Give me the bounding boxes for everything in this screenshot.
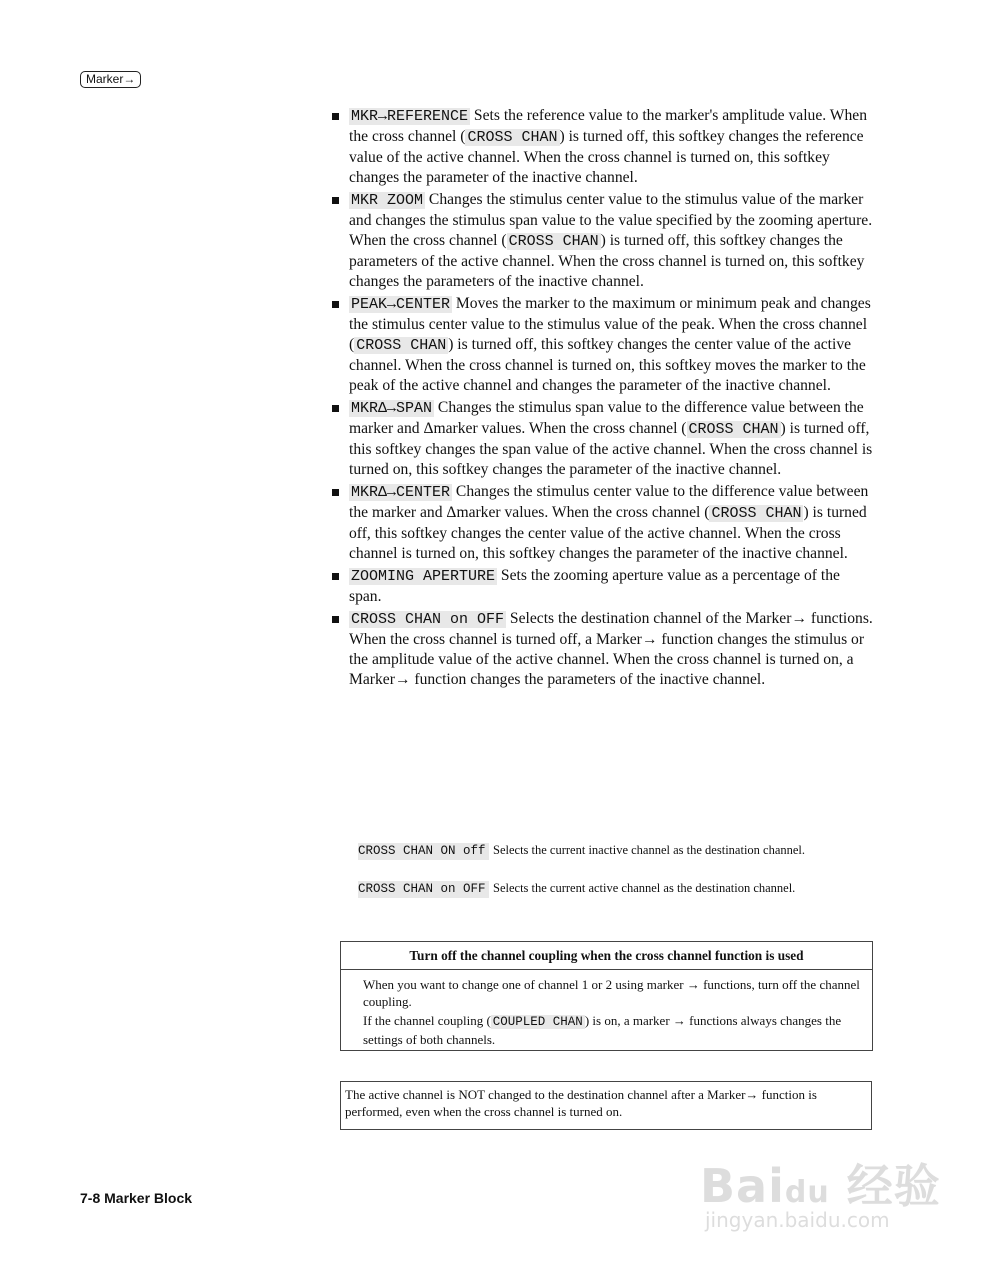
note-title: Turn off the channel coupling when the cross channel function is used — [341, 942, 872, 970]
softkey-label: CROSS CHAN on OFF — [358, 881, 489, 898]
bullet-icon — [332, 489, 339, 496]
softkey-label: ZOOMING APERTURE — [351, 568, 496, 585]
softkey-list — [330, 106, 875, 692]
item-text: Selects the destination channel of the Marker→ functions. When the cross channel is turned off, a Marker→ function changes the stimulus or the amplitude value of the active channel. When the cross channel is turned on, a Marker→ function changes the parameters of the inactive channel. — [349, 610, 873, 688]
softkey-label: CROSS CHAN on OFF — [351, 611, 505, 628]
item-text: Sets the reference value to the marker's amplitude value. When the cross channel ( — [349, 107, 868, 145]
inline-softkey: CROSS CHAN — [508, 233, 599, 250]
softkey-label: MKRΔ→SPAN — [351, 400, 433, 417]
softkey-label: MKR→REFERENCE — [351, 108, 469, 125]
item-text: ) is turned off, this softkey changes the reference value of the active channel. When the cross channel is turned on, this softkey changes the parameter of the inactive channel. — [349, 128, 864, 186]
watermark-logo: Baidu 经验 — [700, 1159, 941, 1213]
note-text: ) is on, a marker → functions always changes the settings of both channels. — [363, 1013, 842, 1047]
bullet-icon — [332, 616, 339, 623]
inline-softkey: CROSS CHAN — [356, 337, 447, 354]
watermark-url: jingyan.baidu.com — [705, 1208, 890, 1232]
note-text: If the channel coupling ( — [363, 1013, 491, 1028]
list-item — [330, 294, 875, 396]
item-text: Moves the marker to the maximum or minimum peak and changes the stimulus center value to the stimulus value of the peak. When the cross channel ( — [349, 295, 871, 353]
softkey-label: MKRΔ→CENTER — [351, 484, 451, 501]
list-item — [330, 482, 875, 564]
bullet-icon — [332, 301, 339, 308]
list-item — [330, 566, 875, 607]
item-text: Changes the stimulus center value to the difference value between the marker and Δmarker values. When the cross channel ( — [349, 483, 869, 521]
softkey-label: CROSS CHAN ON off — [358, 843, 489, 860]
item-text: Sets the zooming aperture value as a percentage of the span. — [349, 567, 840, 605]
bullet-icon — [332, 405, 339, 412]
sub-item — [358, 880, 838, 898]
page-footer: 7-8 Marker Block — [80, 1190, 193, 1206]
inline-softkey: COUPLED CHAN — [492, 1015, 583, 1029]
item-text: Changes the stimulus span value to the difference value between the marker and Δmarker values. When the cross channel ( — [349, 399, 864, 437]
bullet-icon — [332, 197, 339, 204]
bullet-icon — [332, 573, 339, 580]
sub-item-desc: Selects the current active channel as the destination channel. — [493, 881, 796, 895]
item-text: ) is turned off, this softkey changes the parameters of the active channel. When the cross channel is turned on, this softkey changes the parameters of the inactive channel. — [349, 232, 865, 290]
softkey-label: MKR ZOOM — [351, 192, 424, 209]
list-item — [330, 106, 875, 188]
item-text: ) is turned off, this softkey changes the span value of the active channel. When the cross channel is turned on, this softkey changes the parameter of the inactive channel. — [349, 420, 873, 478]
list-item — [330, 190, 875, 292]
marker-key-label: Marker→ — [80, 71, 141, 88]
item-text: ) is turned off, this softkey changes the center value of the active channel. When the cross channel is turned on, this softkey changes the parameter of the inactive channel. — [349, 504, 867, 562]
item-text: Changes the stimulus center value to the stimulus value of the marker and changes the stimulus span value to the value specified by the zooming aperture. When the cross channel ( — [349, 191, 873, 249]
sub-item — [358, 842, 838, 860]
list-item — [330, 609, 875, 690]
list-item — [330, 398, 875, 480]
note-paragraph: When you want to change one of channel 1 or 2 using marker → functions, turn off the channel coupling. — [363, 977, 860, 1009]
inline-softkey: CROSS CHAN — [467, 129, 558, 146]
bullet-icon — [332, 113, 339, 120]
note-paragraph — [363, 1012, 860, 1048]
note-box-2: The active channel is NOT changed to the destination channel after a Marker→ function is performed, even when the cross channel is turned on. — [340, 1081, 872, 1130]
note-box — [340, 941, 873, 1051]
inline-softkey: CROSS CHAN — [688, 421, 779, 438]
sub-item-desc: Selects the current inactive channel as the destination channel. — [493, 843, 806, 857]
item-text: ) is turned off, this softkey changes the center value of the active channel. When the cross channel is turned on, this softkey moves the marker to the peak of the active channel and changes the parameter of the inactive channel. — [349, 336, 866, 394]
softkey-label: PEAK→CENTER — [351, 296, 451, 313]
inline-softkey: CROSS CHAN — [711, 505, 802, 522]
